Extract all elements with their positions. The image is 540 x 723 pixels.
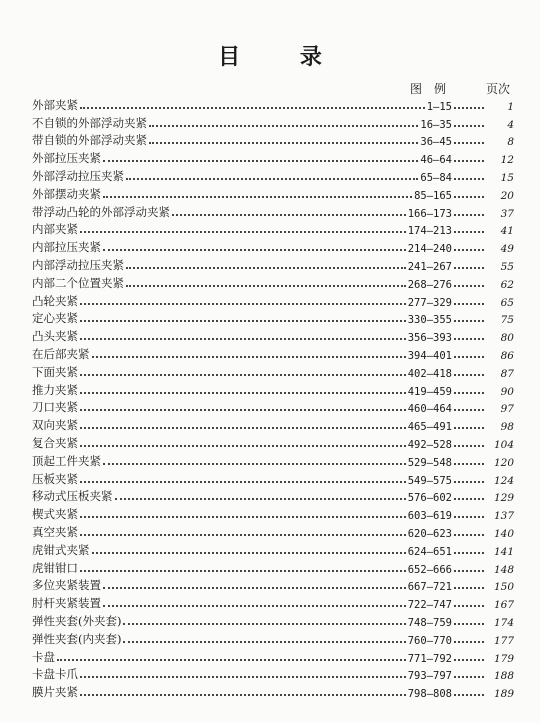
toc-entry-title: 内部浮动拉压夹紧 bbox=[32, 257, 124, 272]
dot-leader bbox=[92, 356, 406, 358]
toc-entry-page: 90 bbox=[500, 385, 514, 398]
dot-leader bbox=[103, 196, 412, 198]
toc-entry bbox=[32, 131, 514, 149]
dot-leader bbox=[454, 196, 484, 198]
toc-entry bbox=[32, 558, 514, 576]
toc-entry-figures: 460—464 bbox=[407, 403, 452, 416]
toc-entry-page: 124 bbox=[493, 474, 514, 487]
toc-entry bbox=[32, 273, 514, 291]
dot-leader bbox=[454, 160, 484, 162]
toc-entry bbox=[32, 113, 514, 131]
toc-entry bbox=[32, 380, 514, 398]
toc-entry bbox=[32, 398, 514, 416]
toc-entry-page: 12 bbox=[500, 154, 514, 167]
toc-entry-page: 150 bbox=[493, 581, 514, 594]
dot-leader bbox=[454, 356, 484, 358]
toc-entry-title: 肘杆夹紧装置 bbox=[32, 596, 101, 611]
dot-leader bbox=[454, 605, 484, 607]
toc-entry-figures: 549—575 bbox=[407, 474, 452, 487]
dot-leader bbox=[80, 409, 406, 411]
toc-entry-page: 37 bbox=[500, 207, 514, 220]
toc-entry-page: 20 bbox=[500, 189, 514, 202]
toc-entry-page: 65 bbox=[500, 296, 514, 309]
toc-entry bbox=[32, 451, 514, 469]
toc-entry-page: 189 bbox=[493, 688, 514, 701]
toc-entry-figures: 277—329 bbox=[407, 296, 452, 309]
toc-entry-figures: 65—84 bbox=[420, 171, 452, 184]
toc-entry-figures: 492—528 bbox=[407, 438, 452, 451]
toc-entry bbox=[32, 629, 514, 647]
toc-entry bbox=[32, 237, 514, 255]
toc-entry-page: 49 bbox=[500, 243, 514, 256]
dot-leader bbox=[454, 445, 484, 447]
toc-entry-title: 卡盘卡爪 bbox=[32, 667, 78, 682]
toc-entry-figures: 793—797 bbox=[407, 670, 452, 683]
toc-entry-figures: 16—35 bbox=[420, 118, 452, 131]
toc-entry-page: 177 bbox=[493, 634, 514, 647]
toc-entry-page: 104 bbox=[493, 438, 514, 451]
toc-entry-figures: 624—651 bbox=[407, 545, 452, 558]
figures-column-header: 图例 bbox=[410, 82, 459, 96]
toc-entry-figures: 576—602 bbox=[407, 492, 452, 505]
dot-leader bbox=[454, 623, 484, 625]
page-title: 目 录 bbox=[218, 44, 348, 70]
dot-leader bbox=[454, 214, 484, 216]
toc-entry-figures: 356—393 bbox=[407, 332, 452, 345]
toc-entry-figures: 652—666 bbox=[407, 563, 452, 576]
toc-entry-page: 148 bbox=[493, 563, 514, 576]
toc-entry bbox=[32, 611, 514, 629]
toc-entry-page: 188 bbox=[493, 670, 514, 683]
toc-entry-title: 膜片夹紧 bbox=[32, 685, 78, 700]
toc-entry-page: 80 bbox=[500, 332, 514, 345]
toc-entry-page: 4 bbox=[507, 118, 514, 131]
toc-entry-title: 顶起工件夹紧 bbox=[32, 453, 101, 468]
toc-entry-figures: 330—355 bbox=[407, 314, 452, 327]
toc-entry-figures: 722—747 bbox=[407, 599, 452, 612]
dot-leader bbox=[80, 320, 406, 322]
toc-entry-title: 虎钳钳口 bbox=[32, 560, 78, 575]
toc-entry-figures: 166—173 bbox=[407, 207, 452, 220]
dot-leader bbox=[80, 338, 406, 340]
toc-entry-page: 87 bbox=[500, 367, 514, 380]
toc-entry bbox=[32, 95, 514, 113]
dot-leader bbox=[80, 445, 406, 447]
toc-entry-title: 复合夹紧 bbox=[32, 435, 78, 450]
dot-leader bbox=[80, 303, 406, 305]
dot-leader bbox=[454, 374, 484, 376]
toc-entry-title: 内部夹紧 bbox=[32, 222, 78, 237]
toc-entry-page: 97 bbox=[500, 403, 514, 416]
toc-entry bbox=[32, 184, 514, 202]
toc-entry-figures: 214—240 bbox=[407, 243, 452, 256]
toc-entry-page: 8 bbox=[507, 136, 514, 149]
toc-entry bbox=[32, 309, 514, 327]
toc-entry bbox=[32, 433, 514, 451]
toc-entry-figures: 1—15 bbox=[426, 100, 452, 113]
dot-leader bbox=[454, 427, 484, 429]
toc-entry-title: 虎钳式夹紧 bbox=[32, 542, 90, 557]
toc-entry-title: 推力夹紧 bbox=[32, 382, 78, 397]
toc-entry bbox=[32, 255, 514, 273]
dot-leader bbox=[454, 676, 484, 678]
toc-entry-figures: 603—619 bbox=[407, 510, 452, 523]
toc-entry-figures: 46—64 bbox=[420, 154, 452, 167]
dot-leader bbox=[80, 427, 406, 429]
dot-leader bbox=[454, 303, 484, 305]
toc-entry-figures: 620—623 bbox=[407, 527, 452, 540]
toc-entry-page: 129 bbox=[493, 492, 514, 505]
toc-entry-figures: 760—770 bbox=[407, 634, 452, 647]
dot-leader bbox=[454, 125, 484, 127]
toc-entry-figures: 402—418 bbox=[407, 367, 452, 380]
toc-entry-figures: 174—213 bbox=[407, 225, 452, 238]
toc-entry-figures: 748—759 bbox=[407, 616, 452, 629]
toc-entry bbox=[32, 682, 514, 700]
toc-entry-page: 141 bbox=[493, 545, 514, 558]
toc-entry bbox=[32, 291, 514, 309]
toc-entry-page: 55 bbox=[500, 260, 514, 273]
toc-entry-title: 在后部夹紧 bbox=[32, 346, 90, 361]
toc-entry-title: 外部摆动夹紧 bbox=[32, 186, 101, 201]
dot-leader bbox=[454, 178, 484, 180]
dot-leader bbox=[454, 694, 484, 696]
toc-entry bbox=[32, 148, 514, 166]
dot-leader bbox=[454, 320, 484, 322]
toc-entry bbox=[32, 202, 514, 220]
toc-entry bbox=[32, 220, 514, 238]
toc-entry-page: 86 bbox=[500, 349, 514, 362]
toc-entry bbox=[32, 647, 514, 665]
dot-leader bbox=[92, 552, 406, 554]
toc-entry-page: 120 bbox=[493, 456, 514, 469]
toc-entry-page: 140 bbox=[493, 527, 514, 540]
dot-leader bbox=[454, 641, 484, 643]
toc-entry-figures: 465—491 bbox=[407, 421, 452, 434]
toc-entry-figures: 394—401 bbox=[407, 349, 452, 362]
toc-entry bbox=[32, 665, 514, 683]
toc-entry bbox=[32, 576, 514, 594]
toc-entry-page: 167 bbox=[493, 599, 514, 612]
toc-entry-title: 弹性夹套(内夹套) bbox=[32, 631, 122, 646]
toc-entry-title: 凸头夹紧 bbox=[32, 329, 78, 344]
dot-leader bbox=[454, 249, 484, 251]
dot-leader bbox=[80, 231, 406, 233]
toc-entry-title: 带自锁的外部浮动夹紧 bbox=[32, 133, 147, 148]
dot-leader bbox=[103, 160, 418, 162]
toc-entry-figures: 36—45 bbox=[420, 136, 452, 149]
dot-leader bbox=[454, 498, 484, 500]
dot-leader bbox=[80, 676, 406, 678]
dot-leader bbox=[57, 659, 406, 661]
toc-entry-title: 弹性夹套(外夹套) bbox=[32, 613, 122, 628]
toc-entry-figures: 268—276 bbox=[407, 278, 452, 291]
dot-leader bbox=[454, 285, 484, 287]
dot-leader bbox=[172, 214, 406, 216]
toc-entry-page: 1 bbox=[507, 100, 514, 113]
toc-entry bbox=[32, 522, 514, 540]
toc-entry-title: 卡盘 bbox=[32, 649, 55, 664]
dot-leader bbox=[454, 107, 484, 109]
toc-entry-page: 98 bbox=[500, 421, 514, 434]
toc-entry-title: 下面夹紧 bbox=[32, 364, 78, 379]
toc-entry-figures: 667—721 bbox=[407, 581, 452, 594]
dot-leader bbox=[126, 285, 406, 287]
toc-entry-title: 多位夹紧装置 bbox=[32, 578, 101, 593]
toc-entry-title: 真空夹紧 bbox=[32, 524, 78, 539]
dot-leader bbox=[454, 516, 484, 518]
dot-leader bbox=[149, 125, 418, 127]
toc-entry-title: 内部二个位置夹紧 bbox=[32, 275, 124, 290]
toc-entry-page: 137 bbox=[493, 510, 514, 523]
toc-entry-figures: 85—165 bbox=[414, 189, 452, 202]
toc-entry-title: 楔式夹紧 bbox=[32, 507, 78, 522]
dot-leader bbox=[454, 392, 484, 394]
toc-entry bbox=[32, 166, 514, 184]
dot-leader bbox=[103, 463, 406, 465]
dot-leader bbox=[103, 249, 406, 251]
dot-leader bbox=[454, 481, 484, 483]
toc-entry bbox=[32, 326, 514, 344]
dot-leader bbox=[123, 623, 405, 625]
toc-entry bbox=[32, 504, 514, 522]
toc-entry-figures: 771—792 bbox=[407, 652, 452, 665]
dot-leader bbox=[454, 463, 484, 465]
dot-leader bbox=[454, 659, 484, 661]
dot-leader bbox=[454, 142, 484, 144]
toc-entry-page: 41 bbox=[500, 225, 514, 238]
toc-entry-title: 双向夹紧 bbox=[32, 418, 78, 433]
dot-leader bbox=[80, 374, 406, 376]
toc-entry bbox=[32, 593, 514, 611]
toc-entry-title: 不自锁的外部浮动夹紧 bbox=[32, 115, 147, 130]
toc-entry bbox=[32, 469, 514, 487]
dot-leader bbox=[80, 516, 406, 518]
toc-entry-title: 外部拉压夹紧 bbox=[32, 151, 101, 166]
toc-entry-page: 179 bbox=[493, 652, 514, 665]
dot-leader bbox=[454, 409, 484, 411]
dot-leader bbox=[80, 481, 406, 483]
toc-entry-figures: 798—808 bbox=[407, 688, 452, 701]
dot-leader bbox=[126, 178, 418, 180]
toc-entry-figures: 419—459 bbox=[407, 385, 452, 398]
table-of-contents bbox=[32, 95, 514, 700]
dot-leader bbox=[454, 587, 484, 589]
dot-leader bbox=[123, 641, 405, 643]
toc-entry-title: 带浮动凸轮的外部浮动夹紧 bbox=[32, 204, 170, 219]
dot-leader bbox=[454, 570, 484, 572]
dot-leader bbox=[80, 694, 406, 696]
dot-leader bbox=[454, 534, 484, 536]
dot-leader bbox=[103, 587, 406, 589]
dot-leader bbox=[126, 267, 406, 269]
dot-leader bbox=[149, 142, 418, 144]
toc-entry-title: 刀口夹紧 bbox=[32, 400, 78, 415]
toc-entry-page: 174 bbox=[493, 616, 514, 629]
dot-leader bbox=[454, 338, 484, 340]
toc-entry-title: 压板夹紧 bbox=[32, 471, 78, 486]
dot-leader bbox=[115, 498, 406, 500]
toc-entry-title: 定心夹紧 bbox=[32, 311, 78, 326]
toc-entry-page: 75 bbox=[500, 314, 514, 327]
dot-leader bbox=[80, 570, 406, 572]
toc-entry-title: 凸轮夹紧 bbox=[32, 293, 78, 308]
toc-entry-title: 内部拉压夹紧 bbox=[32, 240, 101, 255]
toc-entry-page: 62 bbox=[500, 278, 514, 291]
toc-entry bbox=[32, 415, 514, 433]
toc-entry-title: 移动式压板夹紧 bbox=[32, 489, 113, 504]
toc-entry-figures: 529—548 bbox=[407, 456, 452, 469]
dot-leader bbox=[103, 605, 406, 607]
dot-leader bbox=[80, 392, 406, 394]
dot-leader bbox=[454, 552, 484, 554]
dot-leader bbox=[454, 231, 484, 233]
dot-leader bbox=[80, 534, 406, 536]
pages-column-header: 页次 bbox=[486, 82, 511, 96]
toc-entry-title: 外部浮动拉压夹紧 bbox=[32, 168, 124, 183]
toc-entry bbox=[32, 362, 514, 380]
toc-entry-title: 外部夹紧 bbox=[32, 97, 78, 112]
toc-entry bbox=[32, 344, 514, 362]
dot-leader bbox=[454, 267, 484, 269]
dot-leader bbox=[80, 107, 425, 109]
toc-entry bbox=[32, 487, 514, 505]
toc-entry-page: 15 bbox=[500, 171, 514, 184]
toc-entry-figures: 241—267 bbox=[407, 260, 452, 273]
toc-entry bbox=[32, 540, 514, 558]
